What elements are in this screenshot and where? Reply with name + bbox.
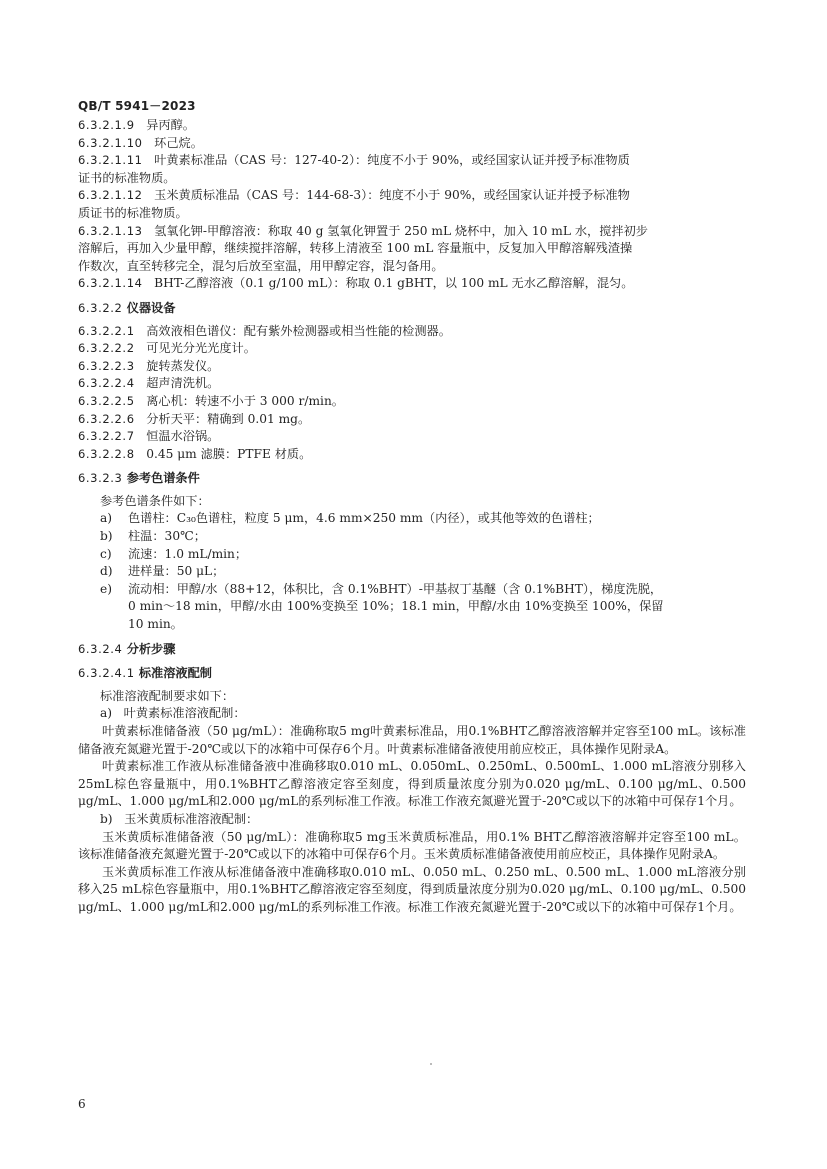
equipment-item: 6.3.2.2.8 0.45 μm 滤膜：PTFE 材质。 <box>78 446 312 461</box>
chrom-condition: b) 柱温：30℃； <box>100 529 206 544</box>
zeaxanthin-title: b) 玉米黄质标准溶液配制： <box>100 811 259 826</box>
reagent-item-continued: 质证书的标准物质。 <box>78 205 188 220</box>
reagent-item: 6.3.2.1.9 异丙醇。 <box>78 118 195 132</box>
equipment-item: 6.3.2.2.2 可见光分光光度计。 <box>78 341 256 356</box>
equipment-item: 6.3.2.2.3 旋转蒸发仪。 <box>78 358 220 373</box>
section-heading-standard-solution: 6.3.2.4.1 标准溶液配制 <box>78 666 212 681</box>
lutein-stock-paragraph: 叶黄素标准储备液（50 μg/mL）：准确称取5 mg叶黄素标准品，用0.1%BHT乙醇溶液溶解并定容至100 mL。该标准储备液充氮避光置于-20℃或以下的冰箱中可保存6个月。叶黄素标准储备液使用前应校正，具体操作见附录A。 <box>78 724 746 756</box>
equipment-item: 6.3.2.2.1 高效液相色谱仪：配有紫外检测器或相当性能的检测器。 <box>78 323 451 338</box>
equipment-item: 6.3.2.2.5 离心机：转速不小于 3 000 r/min。 <box>78 393 344 408</box>
equipment-item: 6.3.2.2.4 超声清洗机。 <box>78 376 220 391</box>
document-body <box>78 117 746 917</box>
page-number: 6 <box>78 1097 86 1111</box>
chrom-condition: e) 流动相：甲醇/水（88+12，体积比，含 0.1%BHT）-甲基叔丁基醚（含 0.1%BHT），梯度洗脱， 0 min～18 min，甲醇/水由 100%变换至 10%；18.1 min，甲醇/水由 10%变换至 100%，保留 10 min。 <box>78 581 746 634</box>
chrom-condition-line: 流动相：甲醇/水（88+12，体积比，含 0.1%BHT）-甲基叔丁基醚（含 0.1%BHT），梯度洗脱， <box>128 581 663 596</box>
section-heading-steps: 6.3.2.4 分析步骤 <box>78 641 176 656</box>
reagent-item: 6.3.2.1.14 BHT-乙醇溶液（0.1 g/100 mL）：称取 0.1 gBHT，以 100 mL 无水乙醇溶解，混匀。 <box>78 276 634 291</box>
section-heading-equipment: 6.3.2.2 仪器设备 <box>78 300 176 315</box>
standard-code: QB/T 5941－2023 <box>78 99 196 113</box>
lutein-working-paragraph: 叶黄素标准工作液从标准储备液中准确移取0.010 mL、0.050mL、0.250mL、0.500mL、1.000 mL溶液分别移入25mL棕色容量瓶中，用0.1%BHT乙醇溶液定容至刻度，得到质量浓度分别为0.020 μg/mL、0.100 μg/mL、0.500 μg/mL、1.000 μg/mL和2.000 μg/mL的系列标准工作液。标准工作液充氮避光置于-20℃或以下的冰箱中可保存1个月。 <box>78 759 746 809</box>
reagent-item-continued: 证书的标准物质。 <box>78 170 176 185</box>
chrom-condition-line: 10 min。 <box>128 617 183 632</box>
chrom-condition: c) 流速：1.0 mL/min； <box>100 546 248 561</box>
reagent-item: 6.3.2.1.12 玉米黄质标准品（CAS 号：144-68-3）：纯度不小于 90%，或经国家认证并授予标准物 <box>78 188 630 203</box>
std-intro: 标准溶液配制要求如下： <box>100 688 235 703</box>
reagent-item: 6.3.2.1.11 叶黄素标准品（CAS 号：127-40-2）：纯度不小于 90%，或经国家认证并授予标准物质 <box>78 153 630 168</box>
chrom-condition: d) 进样量：50 μL； <box>100 564 225 579</box>
section-heading-chromatography: 6.3.2.3 参考色谱条件 <box>78 471 200 486</box>
equipment-item: 6.3.2.2.7 恒温水浴锅。 <box>78 429 220 444</box>
chrom-condition: a) 色谱柱：C₃₀色谱柱，粒度 5 μm，4.6 mm×250 mm（内径），或其他等效的色谱柱； <box>100 511 600 526</box>
scan-speck <box>430 1063 432 1065</box>
lutein-title: a) 叶黄素标准溶液配制： <box>100 706 246 721</box>
zeaxanthin-working-paragraph: 玉米黄质标准工作液从标准储备液中准确移取0.010 mL、0.050 mL、0.250 mL、0.500 mL、1.000 mL溶液分别移入25 mL棕色容量瓶中，用0.1%BHT乙醇溶液定容至刻度，得到质量浓度分别为0.020 μg/mL、0.100 μg/mL、0.500 μg/mL、1.000 μg/mL和2.000 μg/mL的系列标准工作液。标准工作液充氮避光置于-20℃或以下的冰箱中可保存1个月。 <box>78 864 746 914</box>
reagent-item-continued: 作数次，直至转移完全，混匀后放至室温，用甲醇定容，混匀备用。 <box>78 258 444 273</box>
zeaxanthin-stock-paragraph: 玉米黄质标准储备液（50 μg/mL）：准确称取5 mg玉米黄质标准品，用0.1% BHT乙醇溶液溶解并定容至100 mL。该标准储备液充氮避光置于-20℃或以下的冰箱中可保存6个月。玉米黄质标准储备液使用前应校正，具体操作见附录A。 <box>78 829 746 862</box>
reagent-item: 6.3.2.1.13 氢氧化钾-甲醇溶液：称取 40 g 氢氧化钾置于 250 mL 烧杯中，加入 10 mL 水，搅拌初步 <box>78 223 648 238</box>
chrom-condition-line: 0 min～18 min，甲醇/水由 100%变换至 10%；18.1 min，甲醇/水由 10%变换至 100%，保留 <box>128 599 664 614</box>
chrom-intro: 参考色谱条件如下： <box>100 493 210 508</box>
reagent-item-continued: 溶解后，再加入少量甲醇，继续搅拌溶解，转移上清液至 100 mL 容量瓶中，反复加入甲醇溶解残渣操 <box>78 241 633 256</box>
reagent-item: 6.3.2.1.10 环己烷。 <box>78 135 203 150</box>
equipment-item: 6.3.2.2.6 分析天平：精确到 0.01 mg。 <box>78 411 311 426</box>
